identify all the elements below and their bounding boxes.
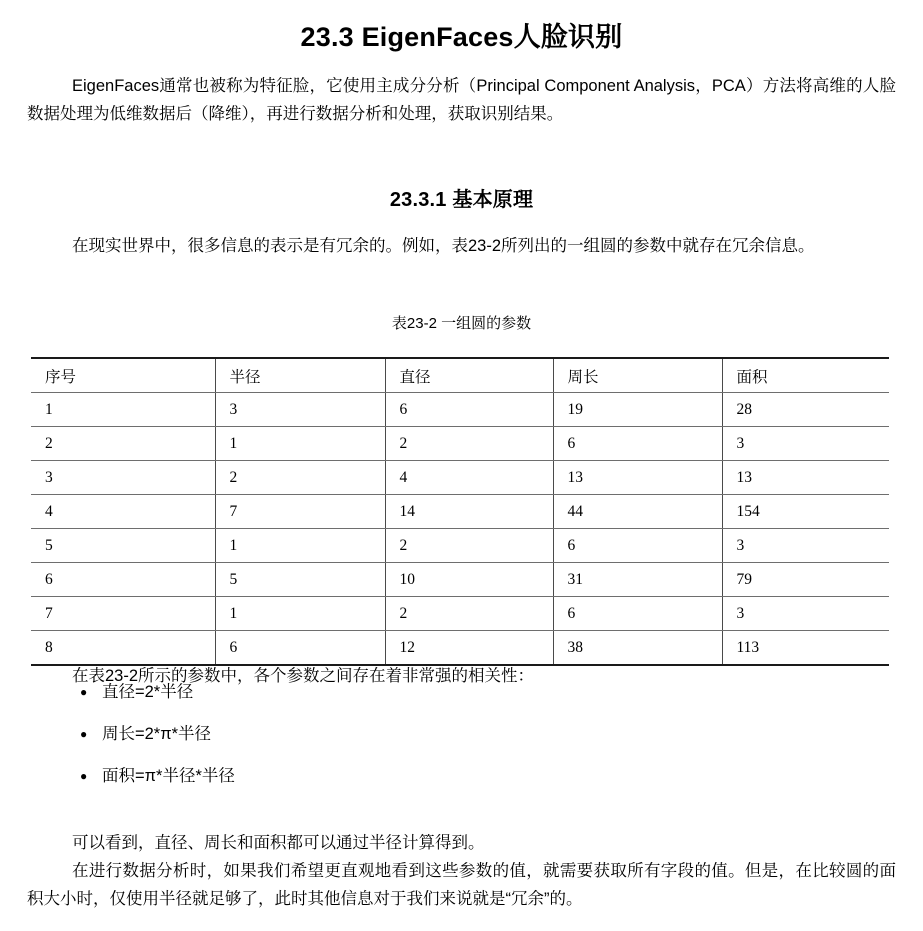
cell-radius: 7 xyxy=(215,495,385,529)
cell-circumference: 38 xyxy=(553,631,722,666)
paragraph-principle: 在现实世界中，很多信息的表示是有冗余的。例如，表23-2所列出的一组圆的参数中就存在冗余信息。 xyxy=(72,236,815,255)
cell-diameter: 2 xyxy=(385,529,553,563)
cell-index: 4 xyxy=(31,495,215,529)
cell-diameter: 4 xyxy=(385,461,553,495)
bullet-icon: ● xyxy=(80,769,88,783)
page-title: 23.3 EigenFaces人脸识别 xyxy=(300,22,623,53)
cell-diameter: 12 xyxy=(385,631,553,666)
cell-circumference: 44 xyxy=(553,495,722,529)
cell-area: 13 xyxy=(722,461,889,495)
bullet-icon: ● xyxy=(80,727,88,741)
list-item xyxy=(80,682,780,724)
cell-index: 8 xyxy=(31,631,215,666)
table-row xyxy=(31,563,889,597)
paragraph-intro: EigenFaces通常也被称为特征脸，它使用主成分分析（Principal Component Analysis，PCA）方法将高维的人脸数据处理为低维数据后（降维），再进行数据分析和处理，获取识别结果。 xyxy=(27,76,896,123)
cell-radius: 6 xyxy=(215,631,385,666)
list-item xyxy=(80,724,780,766)
cell-area: 3 xyxy=(722,597,889,631)
cell-radius: 3 xyxy=(215,393,385,427)
table-header-row xyxy=(31,358,889,393)
cell-circumference: 13 xyxy=(553,461,722,495)
cell-area: 3 xyxy=(722,427,889,461)
table-row xyxy=(31,495,889,529)
table-row xyxy=(31,393,889,427)
cell-index: 1 xyxy=(31,393,215,427)
cell-circumference: 6 xyxy=(553,529,722,563)
cell-diameter: 2 xyxy=(385,597,553,631)
paragraph-analysis: 在进行数据分析时，如果我们希望更直观地看到这些参数的值，就需要获取所有字段的值。但是，在比较圆的面积大小时，仅使用半径就足够了，此时其他信息对于我们来说就是“冗余”的。 xyxy=(27,861,896,908)
section-heading: 23.3.1 基本原理 xyxy=(389,188,534,211)
cell-index: 3 xyxy=(31,461,215,495)
cell-radius: 1 xyxy=(215,427,385,461)
cell-area: 113 xyxy=(736,638,760,656)
list-item xyxy=(80,766,780,808)
table-caption: 表23-2 一组圆的参数 xyxy=(391,315,532,332)
cell-area: 154 xyxy=(722,495,889,529)
table-body xyxy=(31,393,889,666)
paragraph-correlation: 在表23-2所示的参数中，各个参数之间存在着非常强的相关性： xyxy=(72,666,535,685)
paragraph-conclusion: 可以看到，直径、周长和面积都可以通过半径计算得到。 xyxy=(72,833,485,852)
cell-circumference: 6 xyxy=(553,427,722,461)
cell-index: 7 xyxy=(31,597,215,631)
table-row xyxy=(31,529,889,563)
cell-radius: 1 xyxy=(215,597,385,631)
cell-radius: 2 xyxy=(215,461,385,495)
cell-diameter: 14 xyxy=(385,495,553,529)
circle-params-table xyxy=(31,357,889,666)
column-header-circumference: 周长 xyxy=(553,358,722,393)
formula-list xyxy=(80,682,780,808)
cell-diameter: 2 xyxy=(385,427,553,461)
column-header-index: 序号 xyxy=(31,358,215,393)
cell-area: 3 xyxy=(722,529,889,563)
cell-index: 2 xyxy=(31,427,215,461)
cell-radius: 5 xyxy=(215,563,385,597)
cell-index: 5 xyxy=(31,529,215,563)
cell-area: 79 xyxy=(722,563,889,597)
table-row xyxy=(31,427,889,461)
list-item-label: 直径=2*半径 xyxy=(102,683,194,701)
cell-index: 6 xyxy=(31,563,215,597)
cell-diameter: 10 xyxy=(385,563,553,597)
cell-circumference: 6 xyxy=(553,597,722,631)
column-header-area: 面积 xyxy=(722,358,889,393)
list-item-label: 周长=2*π*半径 xyxy=(102,725,212,743)
bullet-icon: ● xyxy=(80,685,88,699)
cell-circumference: 31 xyxy=(553,563,722,597)
cell-diameter: 6 xyxy=(385,393,553,427)
cell-radius: 1 xyxy=(215,529,385,563)
table-row xyxy=(31,597,889,631)
cell-area: 28 xyxy=(722,393,889,427)
column-header-radius: 半径 xyxy=(215,358,385,393)
cell-circumference: 19 xyxy=(553,393,722,427)
column-header-diameter: 直径 xyxy=(385,358,553,393)
table-row xyxy=(31,461,889,495)
table-row xyxy=(31,631,889,666)
params-table-container xyxy=(31,357,889,666)
list-item-label: 面积=π*半径*半径 xyxy=(102,767,235,785)
